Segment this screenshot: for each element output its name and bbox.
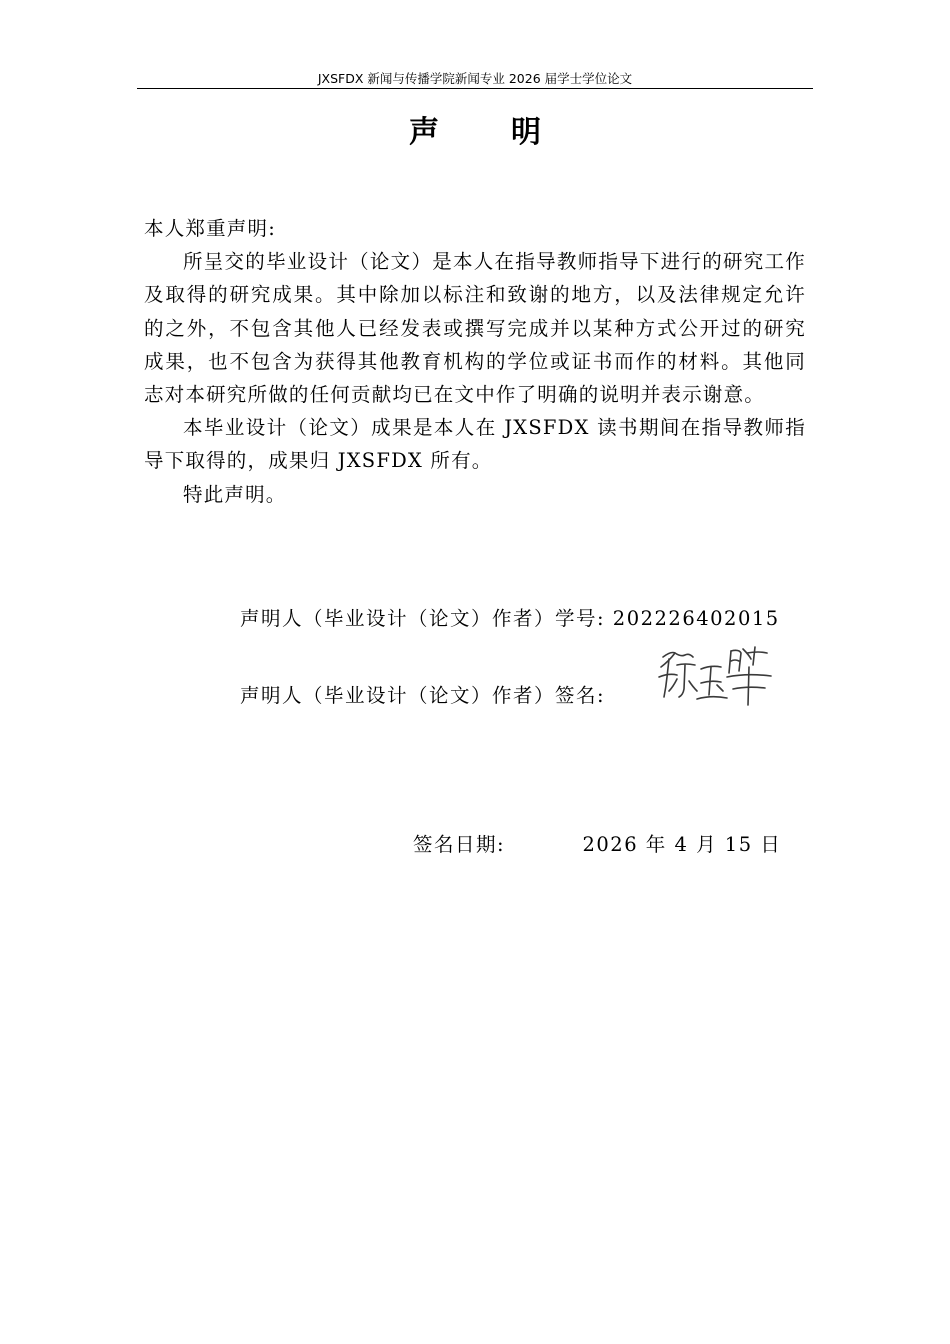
signing-date-row	[413, 830, 781, 860]
declaration-opening: 本人郑重声明:	[144, 217, 276, 240]
page-title	[0, 108, 950, 158]
running-header	[137, 70, 813, 89]
signing-date-value: 2026 年 4 月 15 日	[582, 833, 782, 856]
title-char-1: 声	[409, 115, 439, 150]
declaration-paragraph-1: 所呈交的毕业设计（论文）是本人在指导教师指导下进行的研究工作及取得的研究成果。其中除加以标注和致谢的地方，以及法律规定允许的之外，不包含其他人已经发表或撰写完成并以某种方式公开过的研究成果，也不包含为获得其他教育机构的学位或证书而作的材料。其他同志对本研究所做的任何贡献均已在文中作了明确的说明并表示谢意。	[144, 250, 806, 407]
declaration-body	[144, 212, 806, 511]
declaration-paragraph-2: 本毕业设计（论文）成果是本人在 JXSFDX 读书期间在指导教师指导下取得的，成果归 JXSFDX 所有。	[144, 416, 806, 473]
handwritten-signature	[655, 643, 775, 709]
student-id-label: 声明人（毕业设计（论文）作者）学号:	[240, 607, 606, 630]
title-char-2: 明	[511, 115, 541, 150]
running-header-text: JXSFDX 新闻与传播学院新闻专业 2026 届学士学位论文	[317, 71, 633, 86]
declaration-closing: 特此声明。	[183, 482, 287, 506]
signature-label: 声明人（毕业设计（论文）作者）签名:	[240, 684, 606, 707]
student-id-row	[240, 604, 780, 634]
signature-row	[240, 681, 605, 711]
signing-date-label: 签名日期:	[413, 833, 506, 856]
student-id-value: 202226402015	[612, 607, 780, 630]
